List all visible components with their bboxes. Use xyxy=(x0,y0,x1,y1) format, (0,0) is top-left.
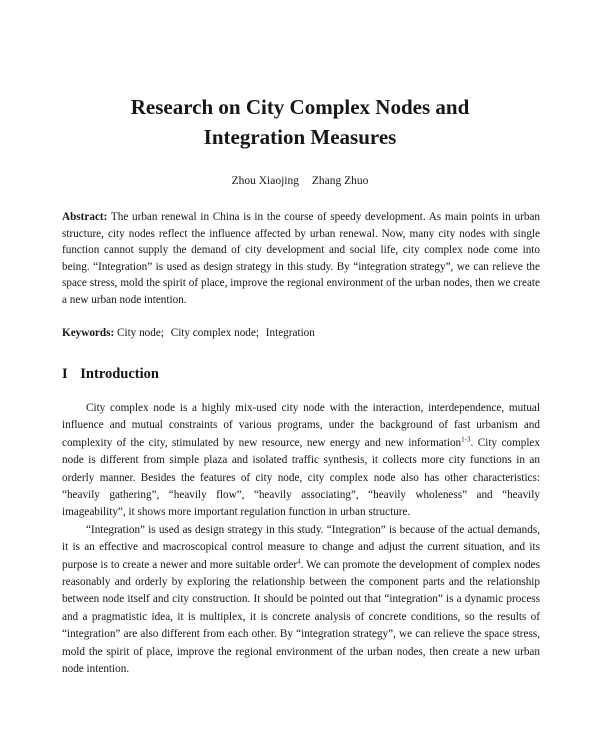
paper-title xyxy=(60,92,540,152)
citation-marker: 4 xyxy=(297,556,301,565)
paragraph-text: City complex node is a highly mix-used city node with the interaction, interdependence, mutual influence and mutual constraints of various programs, under the background of fast urbanism and complexity of the city, stimulated by new resource, new energy and new information xyxy=(62,402,540,449)
section-heading-introduction xyxy=(62,364,540,384)
section-title: Introduction xyxy=(80,366,159,382)
author-name: Zhou Xiaojing xyxy=(231,175,299,187)
keyword: City node; xyxy=(117,327,164,339)
title-line-2: Integration Measures xyxy=(203,125,397,149)
section-number: I xyxy=(62,366,68,382)
paragraph-text: . City complex node is different from simple plaza and isolated traffic synthesis, it collects more city functions in an orderly manner. Besides the features of city node, city complex node also has other characteristics: “heavily gathering”, “heavily flow”, “heavily associating”, “heavily wholeness” and “heavily imageability”, it shows more important regulation function in urban structure. xyxy=(62,436,540,519)
section-body xyxy=(62,400,540,679)
body-paragraph xyxy=(62,522,540,679)
abstract xyxy=(62,209,540,308)
paragraph-text: “Integration” is used as design strategy in this study. “Integration” is because of the actual demands, it is an effective and macroscopical control measure to change and adjust the current situation, and its purpose is to create a newer and more suitable order xyxy=(62,523,540,571)
abstract-text: The urban renewal in China is in the course of speedy development. As main points in urban structure, city nodes reflect the influence affected by urban renewal. Now, many city nodes with single function cannot supply the demand of city development and social life, city complex node come into being. “Integration” is used as design strategy in this study. By “integration strategy”, we can relieve the space stress, mold the spirit of place, improve the regional environment of the urban nodes, then we create a new urban node intention. xyxy=(62,211,540,306)
citation-marker: 1-3 xyxy=(461,435,471,444)
keyword: City complex node; xyxy=(170,327,259,339)
title-line-1: Research on City Complex Nodes and xyxy=(130,95,470,119)
keyword: Integration xyxy=(265,327,315,339)
abstract-label: Abstract: xyxy=(62,211,108,223)
author-list xyxy=(60,175,540,187)
body-paragraph xyxy=(62,400,540,522)
paragraph-text: . We can promote the development of complex nodes reasonably and orderly by exploring the relationship between the component parts and the relationship between node itself and city construction. It should be pointed out that “integration” is a dynamic process and a pragmatistic idea, it is multiplex, it is concrete analysis of concrete conditions, so the results of “integration” are also different from each other. By “integration strategy”, we can relieve the space stress, mold the spirit of place, improve the regional environment of the urban nodes, then create a new urban node intention. xyxy=(62,558,540,676)
keywords-label: Keywords: xyxy=(62,327,115,339)
keywords xyxy=(62,325,540,342)
author-name: Zhang Zhuo xyxy=(311,175,369,187)
